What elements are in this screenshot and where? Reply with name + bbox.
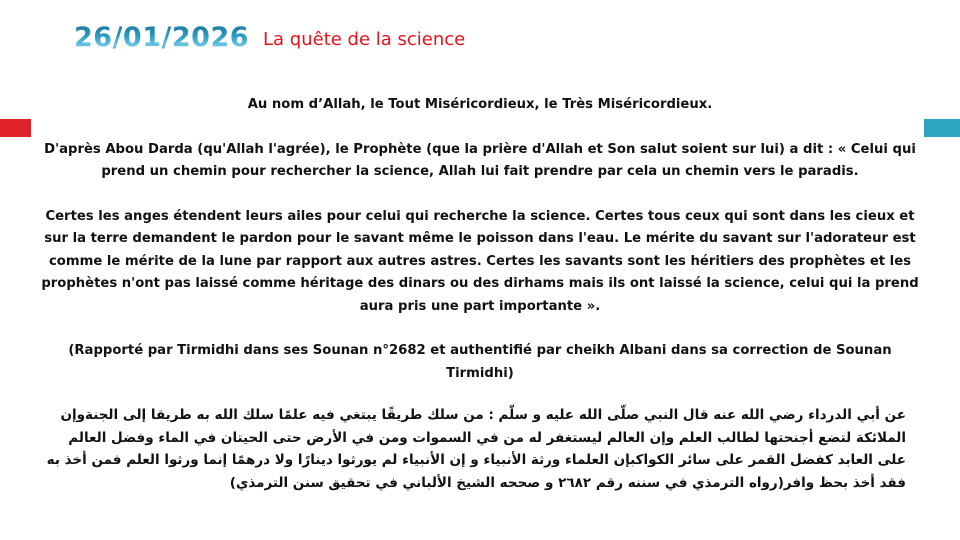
spacer — [36, 184, 924, 206]
slide-body — [36, 94, 924, 385]
arabic-hadith: عن أبي الدرداء رضي الله عنه قال النبي صلّى الله عليه و سلّم : من سلك طريقًا يبتغي فيه علمًا سلك الله به طريقا إلى الجنةوإن الملائكة لتضع أجنحتها لطالب العلم وإن العالم ليستغفر له من في السموات ومن في الأرض حتى الحيتان في الماء وفضل العالم على العابد كفضل القمر على سائر الكواكبإن العلماء ورثة الأنبياء و إن الأنبياء لم يورثوا دينارًا ولا درهمًا إنما ورثوا العلم فمن أخذ به فقد أخذ بحظ وافر(رواه الترمذي في سننه رقم ٢٦٨٢ و صححه الشيخ الألباني في تحقيق سنن الترمذي) — [46, 407, 906, 491]
basmala-line: Au nom d’Allah, le Tout Miséricordieux, le Très Miséricordieux. — [247, 97, 713, 112]
spacer — [36, 116, 924, 138]
spacer — [36, 318, 924, 340]
hadith-body: Certes les anges étendent leurs ailes pour celui qui recherche la science. Certes tous ceux qui sont dans les cieux et sur la terre demandent le pardon pour le savant même le poisson dans l'eau. Le mérite du savant sur l'adorateur est comme le mérite de la lune par rapport aux autres astres. Certes les savants sont les héritiers des prophètes et les prophètes n'ont pas laissé comme héritage des dinars ou des dirhams mais ils ont laissé la science, celui qui la prend aura pris une part importante ». — [41, 209, 919, 314]
right-accent-bar — [924, 119, 960, 137]
slide-title: La quête de la science — [263, 29, 466, 50]
left-accent-bar — [0, 119, 31, 137]
slide-date: 26/01/2026 — [74, 22, 250, 53]
hadith-intro: D'après Abou Darda (qu'Allah l'agrée), le Prophète (que la prière d'Allah et Son salut soient sur lui) a dit : « Celui qui prend un chemin pour rechercher la science, Allah lui fait prendre par cela un chemin vers le paradis. — [44, 141, 916, 180]
hadith-source: (Rapporté par Tirmidhi dans ses Sounan n°2682 et authentifié par cheikh Albani dans sa correction de Sounan Tirmidhi) — [68, 343, 892, 381]
